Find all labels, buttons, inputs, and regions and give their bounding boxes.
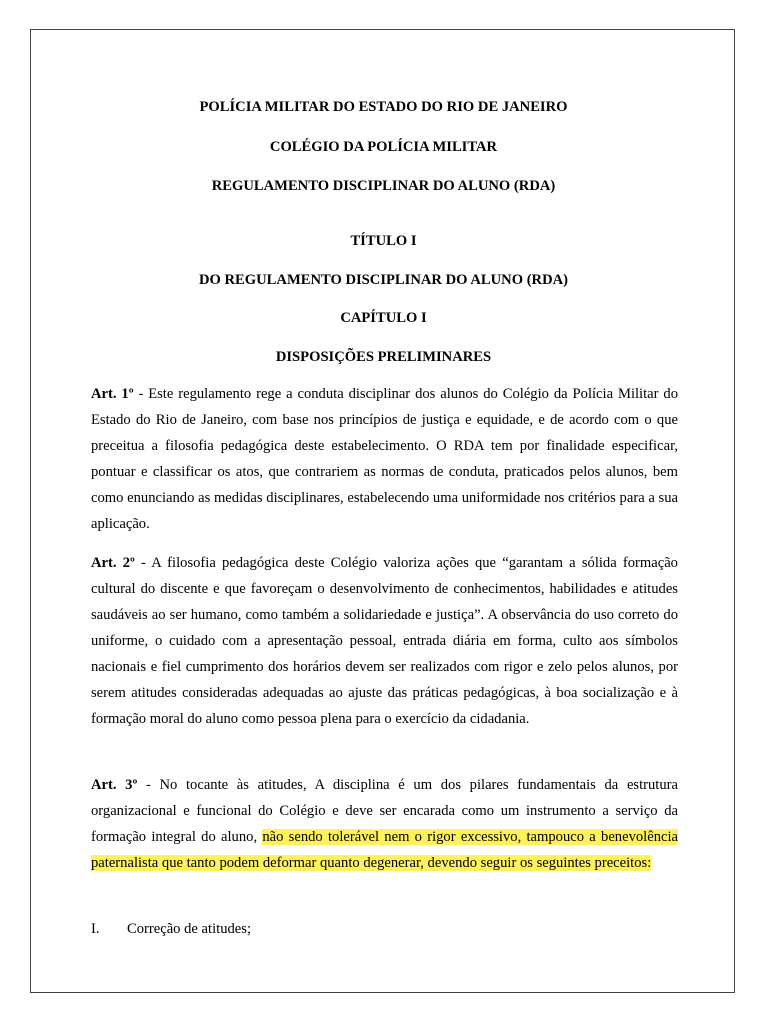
article-label: Art. 1º <box>91 386 134 402</box>
article-text: - Este regulamento rege a conduta disciplinar dos alunos do Colégio da Polícia Militar do Estado do Rio de Janeiro, com base nos princípios de justiça e equidade, e de acordo com o que preceitua a filosofia pedagógica deste estabelecimento. O RDA tem por finalidade especificar, pontuar e classificar os atos, que contrariem as normas de conduta, praticados pelos alunos, bem como enunciando as medidas disciplinares, estabelecendo uma uniformidade nos critérios para a sua aplicação. <box>91 386 678 532</box>
article-1 <box>91 381 678 537</box>
article-text: - No tocante às atitudes, A disciplina é um dos pilares fundamentais da estrutura organizacional e funcional do Colégio e deve ser encarada como um instrumento a serviço da formação integral do aluno, <box>91 777 678 845</box>
list-item-text: Correção de atitudes; <box>127 921 251 937</box>
titulo-name: DO REGULAMENTO DISCIPLINAR DO ALUNO (RDA) <box>198 272 569 288</box>
list-item <box>91 919 678 939</box>
capitulo-label: CAPÍTULO I <box>340 310 427 326</box>
document-page <box>30 29 735 993</box>
highlighted-text: não sendo tolerável nem o rigor excessivo, tampouco a benevolência paternalista que tanto podem deformar quanto degenerar, devendo seguir os seguintes preceitos: <box>91 829 678 871</box>
header-line-2: COLÉGIO DA POLÍCIA MILITAR <box>269 139 498 155</box>
article-2 <box>91 550 678 732</box>
article-label: Art. 3º <box>91 777 138 793</box>
header-line-3: REGULAMENTO DISCIPLINAR DO ALUNO (RDA) <box>211 178 556 194</box>
list-item-number: I. <box>91 921 100 937</box>
article-text: - A filosofia pedagógica deste Colégio valoriza ações que “garantam a sólida formação cultural do discente e que favoreçam o desenvolvimento de conhecimentos, habilidades e atitudes saudáveis ao ser humano, como também a solidariedade e justiça”. A observância do uso correto do uniforme, o cuidado com a apresentação pessoal, entrada diária em forma, culto aos símbolos nacionais e fiel cumprimento dos horários devem ser realizados com rigor e zelo pelos alunos, por serem atitudes consideradas adequadas ao ajuste das práticas pedagógicas, à boa socialização e à formação moral do aluno como pessoa plena para o exercício da cidadania. <box>91 555 678 727</box>
capitulo-name: DISPOSIÇÕES PRELIMINARES <box>275 349 492 365</box>
article-label: Art. 2º <box>91 555 135 571</box>
titulo-label: TÍTULO I <box>350 233 417 249</box>
header-line-1: POLÍCIA MILITAR DO ESTADO DO RIO DE JANEIRO <box>199 99 568 115</box>
article-3 <box>91 772 678 876</box>
